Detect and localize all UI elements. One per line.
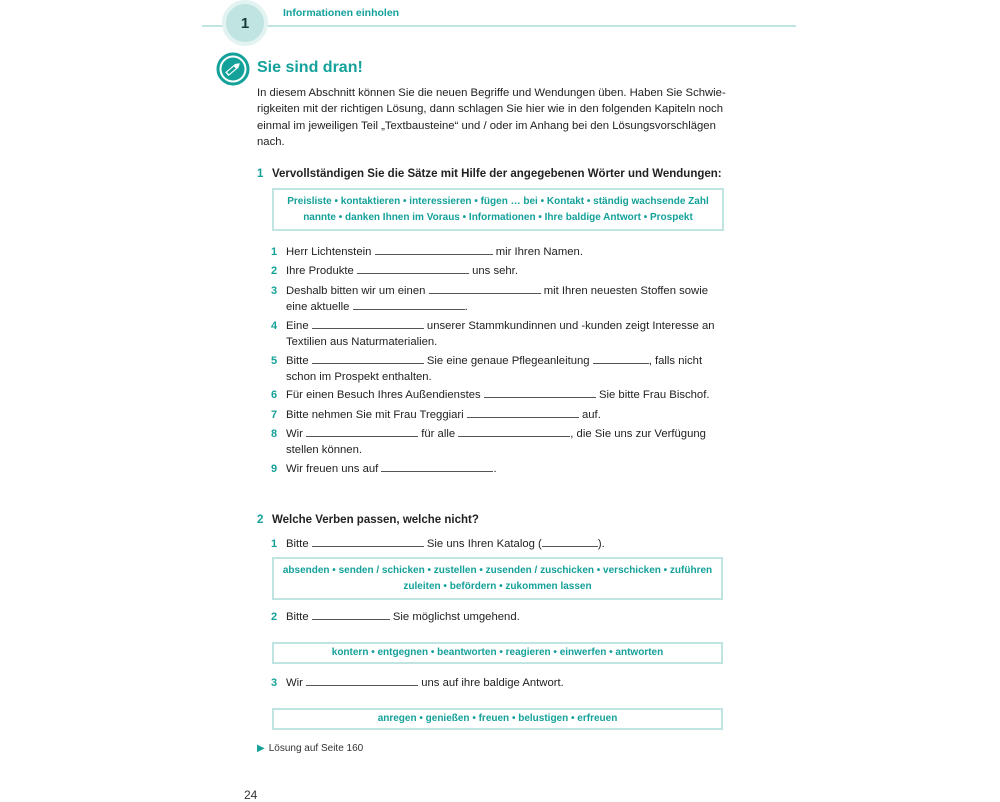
task2-word-box-1 bbox=[272, 557, 723, 600]
item-number: 5 bbox=[271, 355, 278, 367]
answer-blank[interactable] bbox=[312, 353, 424, 364]
task2-number: 2 bbox=[257, 514, 264, 526]
item-number: 2 bbox=[271, 265, 278, 277]
list-item: Eine unserer Stammkundinnen und -kunden zeigt Interesse an bbox=[286, 320, 715, 332]
triangle-right-icon: ▶ bbox=[257, 743, 265, 754]
task1-word-box bbox=[272, 188, 724, 231]
list-item: Wir uns auf ihre baldige Antwort. bbox=[286, 677, 564, 689]
item-number: 7 bbox=[271, 409, 278, 421]
intro-line: nach. bbox=[257, 135, 285, 148]
list-item: Ihre Produkte uns sehr. bbox=[286, 265, 518, 277]
list-item: Wir freuen uns auf . bbox=[286, 463, 497, 475]
list-item: Bitte Sie eine genaue Pflegeanleitung , falls nicht bbox=[286, 355, 703, 367]
item-number: 6 bbox=[271, 389, 278, 401]
task2-word-box-3 bbox=[272, 708, 723, 730]
list-item: Bitte nehmen Sie mit Frau Treggiari auf. bbox=[286, 409, 601, 421]
list-item-continuation: eine aktuelle . bbox=[286, 301, 468, 313]
item-number: 1 bbox=[271, 246, 278, 258]
word-box-line: kontern • entgegnen • beantworten • reagieren • einwerfen • antworten bbox=[331, 647, 664, 658]
list-item: Herr Lichtenstein mir Ihren Namen. bbox=[286, 246, 583, 258]
answer-blank[interactable] bbox=[542, 536, 598, 547]
word-box-line: zuleiten • befördern • zukommen lassen bbox=[403, 581, 592, 592]
chapter-badge bbox=[222, 0, 268, 46]
item-number: 9 bbox=[271, 463, 278, 475]
task2-title: Welche Verben passen, welche nicht? bbox=[272, 514, 479, 526]
answer-blank[interactable] bbox=[312, 318, 424, 329]
header-rule bbox=[202, 25, 796, 27]
chapter-number: 1 bbox=[240, 15, 250, 32]
list-item: Wir für alle , die Sie uns zur Verfügung bbox=[286, 428, 706, 440]
page-number: 24 bbox=[244, 788, 258, 802]
answer-blank[interactable] bbox=[353, 299, 465, 310]
answer-blank[interactable] bbox=[306, 426, 418, 437]
intro-line: In diesem Abschnitt können Sie die neuen Begriffe und Wendungen üben. Haben Sie Schwie- bbox=[257, 87, 726, 99]
answer-blank[interactable] bbox=[467, 407, 579, 418]
answer-blank[interactable] bbox=[429, 283, 541, 294]
answer-blank[interactable] bbox=[484, 387, 596, 398]
list-item: Deshalb bitten wir um einen mit Ihren neuesten Stoffen sowie bbox=[286, 285, 709, 297]
item-number: 4 bbox=[271, 320, 278, 332]
item-number: 8 bbox=[271, 428, 278, 440]
intro-line: rigkeiten mit der richtigen Lösung, dann schlagen Sie hier wie in den folgenden Kapiteln noch bbox=[257, 103, 723, 116]
item-number: 1 bbox=[271, 538, 278, 550]
task1-number: 1 bbox=[257, 168, 264, 180]
list-item-continuation: schon im Prospekt enthalten. bbox=[286, 371, 432, 383]
answer-blank[interactable] bbox=[593, 353, 649, 364]
intro-paragraph bbox=[257, 85, 727, 150]
task1-title: Vervollständigen Sie die Sätze mit Hilfe der angegebenen Wörter und Wendungen: bbox=[272, 168, 722, 180]
answer-blank[interactable] bbox=[312, 536, 424, 547]
word-box-line: absenden • senden / schicken • zustellen • zusenden / zuschicken • verschicken • zuführen bbox=[282, 565, 713, 576]
list-item: Für einen Besuch Ihres Außendienstes Sie bitte Frau Bischof. bbox=[286, 389, 710, 401]
list-item: Bitte Sie möglichst umgehend. bbox=[286, 611, 520, 623]
list-item-continuation: Textilien aus Naturmaterialien. bbox=[286, 336, 438, 348]
answer-blank[interactable] bbox=[381, 461, 493, 472]
pencil-icon bbox=[216, 52, 250, 86]
chapter-title: Informationen einholen bbox=[283, 7, 400, 19]
answer-blank[interactable] bbox=[357, 263, 469, 274]
item-number: 3 bbox=[271, 285, 278, 297]
answer-blank[interactable] bbox=[458, 426, 570, 437]
solution-note: ▶ Lösung auf Seite 160 bbox=[257, 743, 364, 754]
section-title: Sie sind dran! bbox=[257, 59, 363, 76]
list-item: Bitte Sie uns Ihren Katalog ( ). bbox=[286, 538, 605, 550]
item-number: 3 bbox=[271, 677, 278, 689]
task2-word-box-2 bbox=[272, 642, 723, 664]
answer-blank[interactable] bbox=[375, 244, 493, 255]
item-number: 2 bbox=[271, 611, 278, 623]
list-item-continuation: stellen können. bbox=[286, 444, 362, 456]
word-box-line: Preisliste • kontaktieren • interessieren • fügen … bei • Kontakt • ständig wachsende Zahl bbox=[287, 196, 709, 207]
answer-blank[interactable] bbox=[306, 675, 418, 686]
intro-line: einmal im jeweiligen Teil „Textbausteine“ und / oder im Anhang bei den Lösungsvorschlägen bbox=[257, 119, 716, 132]
word-box-line: anregen • genießen • freuen • belustigen • erfreuen bbox=[377, 713, 618, 724]
word-box-line: nannte • danken Ihnen im Voraus • Informationen • Ihre baldige Antwort • Prospekt bbox=[303, 212, 693, 223]
answer-blank[interactable] bbox=[312, 609, 390, 620]
